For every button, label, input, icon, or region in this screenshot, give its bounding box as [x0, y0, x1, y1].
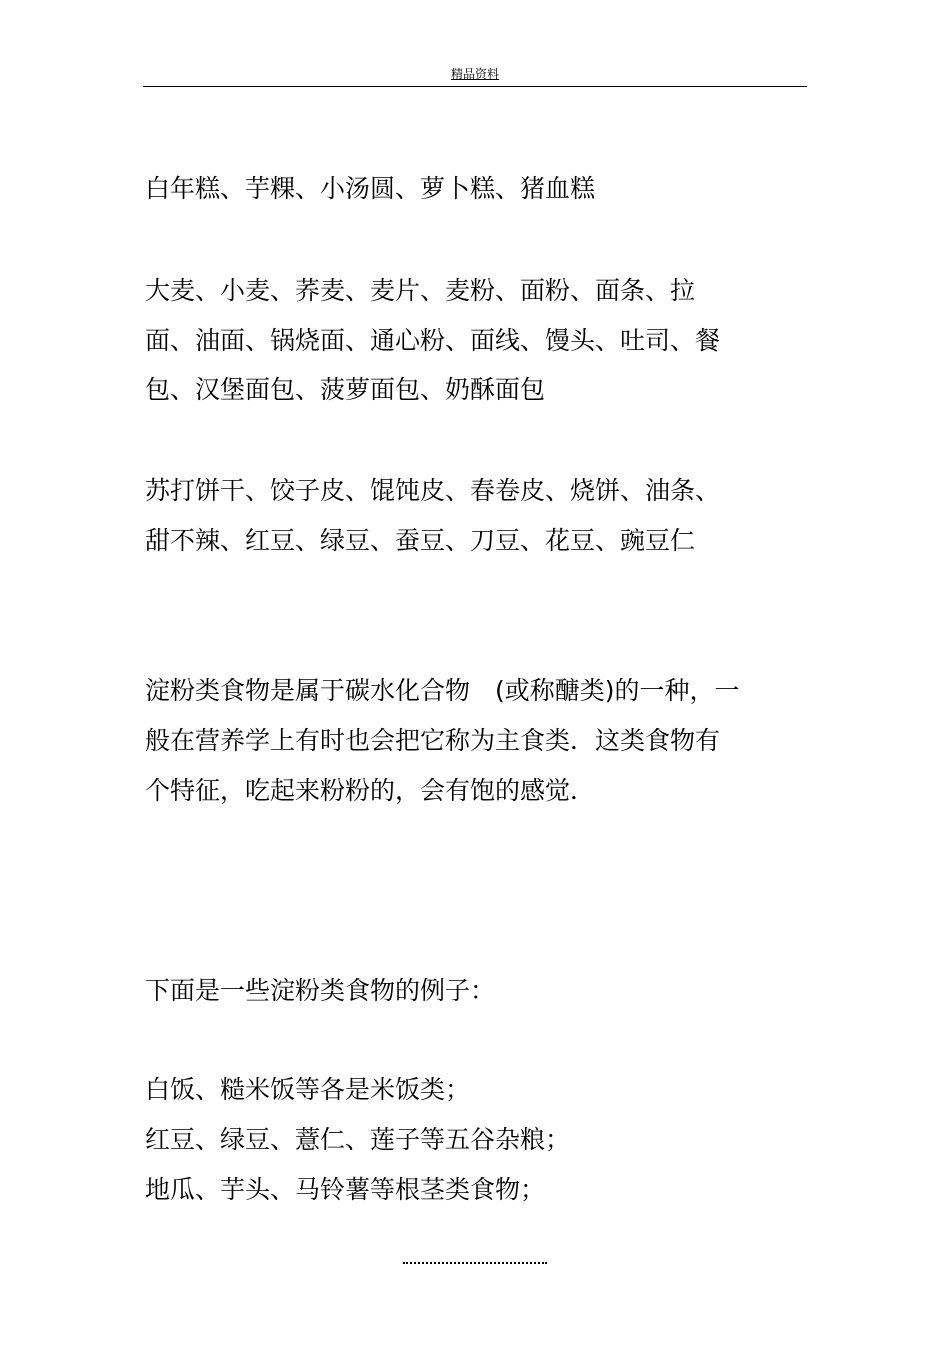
text-line: 苏打饼干、饺子皮、馄饨皮、春卷皮、烧饼、油条、 — [145, 476, 721, 505]
page-header — [143, 62, 807, 87]
text-line: 地瓜、芋头、马铃薯等根茎类食物； — [145, 1175, 546, 1204]
text-line: 包、汉堡面包、菠萝面包、奶酥面包 — [145, 375, 546, 404]
text-line: 淀粉类食物是属于碳水化合物 (或称醣类)的一种，一 — [145, 676, 740, 705]
text-line: 甜不辣、红豆、绿豆、蚕豆、刀豆、花豆、豌豆仁 — [145, 526, 696, 555]
text-line: 白年糕、芋粿、小汤圆、萝卜糕、猪血糕 — [145, 174, 596, 203]
header-text: 精品资料 — [450, 67, 499, 81]
text-line: 个特征，吃起来粉粉的，会有饱的感觉． — [145, 776, 596, 805]
text-line: 面、油面、锅烧面、通心粉、面线、馒头、吐司、餐 — [145, 326, 721, 355]
text-line: 下面是一些淀粉类食物的例子： — [145, 976, 496, 1005]
text-line: 白饭、糙米饭等各是米饭类； — [145, 1075, 471, 1104]
text-line: 大麦、小麦、荞麦、麦片、麦粉、面粉、面条、拉 — [145, 276, 696, 305]
footer-dotted-rule — [403, 1262, 547, 1264]
text-line: 红豆、绿豆、薏仁、莲子等五谷杂粮； — [145, 1125, 571, 1154]
text-line: 般在营养学上有时也会把它称为主食类．这类食物有 — [145, 726, 721, 755]
